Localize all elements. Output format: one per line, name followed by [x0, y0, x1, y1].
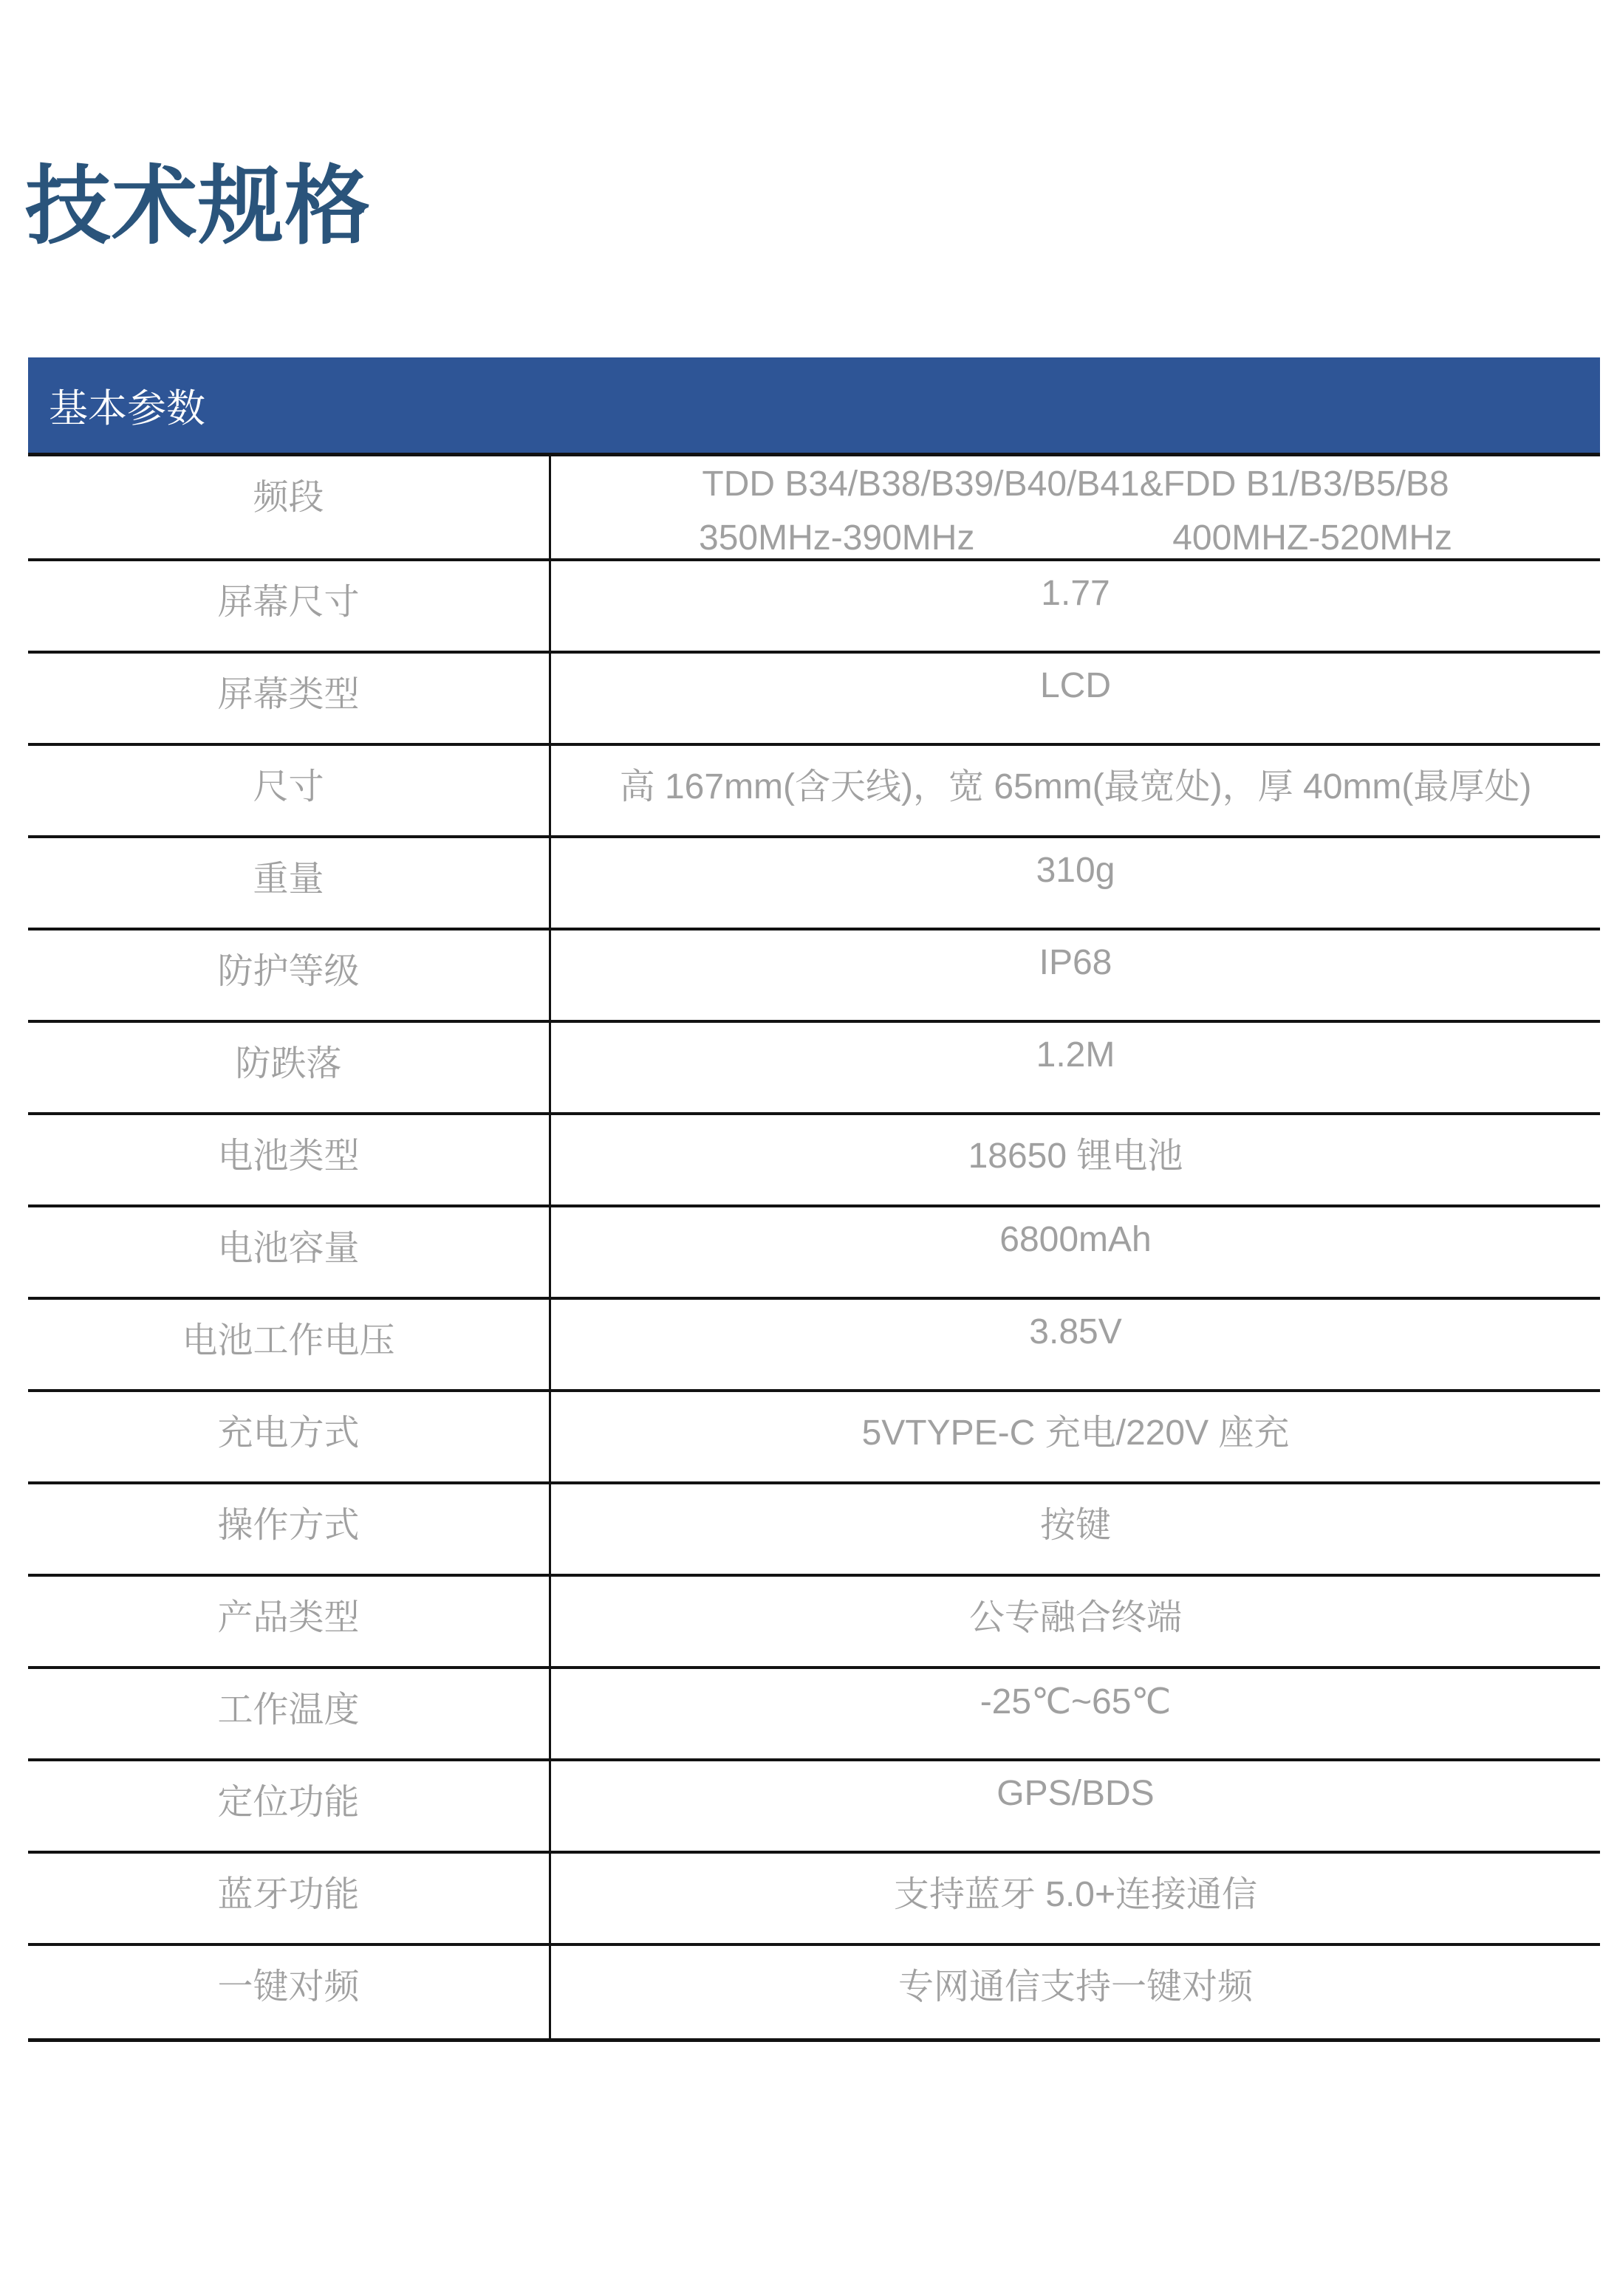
- row-label-cell: [28, 1669, 551, 1758]
- row-value: 专网通信支持一键对频: [898, 1967, 1253, 2007]
- row-label-cell: [28, 1761, 551, 1851]
- row-value-cell: [551, 931, 1600, 1020]
- section-header-bar: [28, 357, 1600, 453]
- band-frequency-ranges: [551, 518, 1600, 558]
- row-value: 6800mAh: [999, 1220, 1152, 1259]
- band-range-high: 400MHZ-520MHz: [1172, 518, 1452, 558]
- row-value-cell: [551, 1854, 1600, 1943]
- row-value-cell: [551, 561, 1600, 651]
- table-row: [28, 1115, 1600, 1207]
- row-value: 310g: [1036, 851, 1115, 890]
- row-value-cell: [551, 1761, 1600, 1851]
- row-label-cell: [28, 1300, 551, 1389]
- table-row: [28, 1300, 1600, 1392]
- row-value-cell: [551, 1577, 1600, 1666]
- row-label: 屏幕类型: [217, 675, 360, 714]
- row-label-cell: [28, 561, 551, 651]
- row-label-cell: [28, 654, 551, 743]
- row-label-cell: [28, 931, 551, 1020]
- table-row: [28, 1854, 1600, 1946]
- row-label-cell: [28, 1946, 551, 2038]
- row-value: 1.77: [1041, 574, 1110, 613]
- table-row: [28, 1669, 1600, 1761]
- row-label-cell: [28, 746, 551, 835]
- row-value: 支持蓝牙 5.0+连接通信: [893, 1875, 1258, 1914]
- row-label: 防护等级: [217, 952, 360, 991]
- row-value-cell: [551, 456, 1600, 558]
- row-label: 电池工作电压: [182, 1321, 395, 1360]
- row-value: 5VTYPE-C 充电/220V 座充: [861, 1413, 1290, 1453]
- row-label: 工作温度: [217, 1690, 360, 1730]
- row-value: GPS/BDS: [996, 1774, 1155, 1813]
- row-value: 公专融合终端: [968, 1598, 1182, 1637]
- page-title: 技术规格: [25, 158, 371, 254]
- table-row: [28, 838, 1600, 931]
- row-value-cell: [551, 746, 1600, 835]
- table-row: [28, 1207, 1600, 1300]
- band-range-low: 350MHz-390MHz: [699, 518, 975, 558]
- row-label-cell: [28, 1854, 551, 1943]
- row-label-cell: [28, 1115, 551, 1204]
- table-rows: [28, 561, 1600, 2038]
- row-value: -25℃~65℃: [980, 1682, 1172, 1721]
- spec-table: [28, 453, 1600, 2042]
- row-label: 防跌落: [235, 1044, 342, 1083]
- section-header-label: 基本参数: [49, 386, 205, 431]
- row-value-cell: [551, 1669, 1600, 1758]
- row-label-cell: [28, 1023, 551, 1112]
- row-label: 电池容量: [217, 1229, 360, 1268]
- row-value: 按键: [1039, 1506, 1111, 1545]
- row-label: 屏幕尺寸: [217, 583, 360, 622]
- row-label: 操作方式: [217, 1506, 360, 1545]
- row-label: 充电方式: [217, 1413, 360, 1453]
- row-label: 产品类型: [217, 1598, 360, 1637]
- row-label-cell: [28, 1207, 551, 1297]
- table-row: [28, 654, 1600, 746]
- table-row: [28, 1577, 1600, 1669]
- row-label: 尺寸: [253, 767, 324, 806]
- row-label-cell: [28, 1392, 551, 1481]
- row-value-cell: [551, 1023, 1600, 1112]
- table-row: [28, 1946, 1600, 2038]
- row-value-cell: [551, 1484, 1600, 1574]
- row-label: 频段: [253, 478, 324, 517]
- row-label: 蓝牙功能: [217, 1875, 360, 1914]
- row-label: 一键对频: [217, 1967, 360, 2007]
- row-label: 定位功能: [217, 1783, 360, 1822]
- row-value-cell: [551, 1115, 1600, 1204]
- row-label-cell: [28, 838, 551, 928]
- table-row: [28, 1392, 1600, 1484]
- row-value-cell: [551, 1300, 1600, 1389]
- table-row: [28, 1761, 1600, 1854]
- row-label: 重量: [253, 860, 324, 899]
- row-label-cell: [28, 456, 551, 558]
- table-row: [28, 931, 1600, 1023]
- row-value: 高 167mm(含天线)，宽 65mm(最宽处)，厚 40mm(最厚处): [619, 767, 1532, 806]
- table-row: [28, 561, 1600, 654]
- table-row: [28, 746, 1600, 838]
- band-combos: TDD B34/B38/B39/B40/B41&FDD B1/B3/B5/B8: [702, 465, 1449, 504]
- table-row: [28, 1484, 1600, 1577]
- row-value-cell: [551, 1946, 1600, 2038]
- row-value: LCD: [1039, 666, 1112, 705]
- row-label-cell: [28, 1577, 551, 1666]
- row-value: 18650 锂电池: [968, 1137, 1183, 1176]
- row-label: 电池类型: [217, 1137, 360, 1176]
- table-row-band: [28, 456, 1600, 561]
- row-value-cell: [551, 1392, 1600, 1481]
- row-value-cell: [551, 1207, 1600, 1297]
- row-value: 1.2M: [1036, 1035, 1115, 1075]
- row-value: IP68: [1039, 943, 1112, 982]
- table-row: [28, 1023, 1600, 1115]
- row-value: 3.85V: [1029, 1312, 1122, 1351]
- row-label-cell: [28, 1484, 551, 1574]
- row-value-cell: [551, 838, 1600, 928]
- row-value-cell: [551, 654, 1600, 743]
